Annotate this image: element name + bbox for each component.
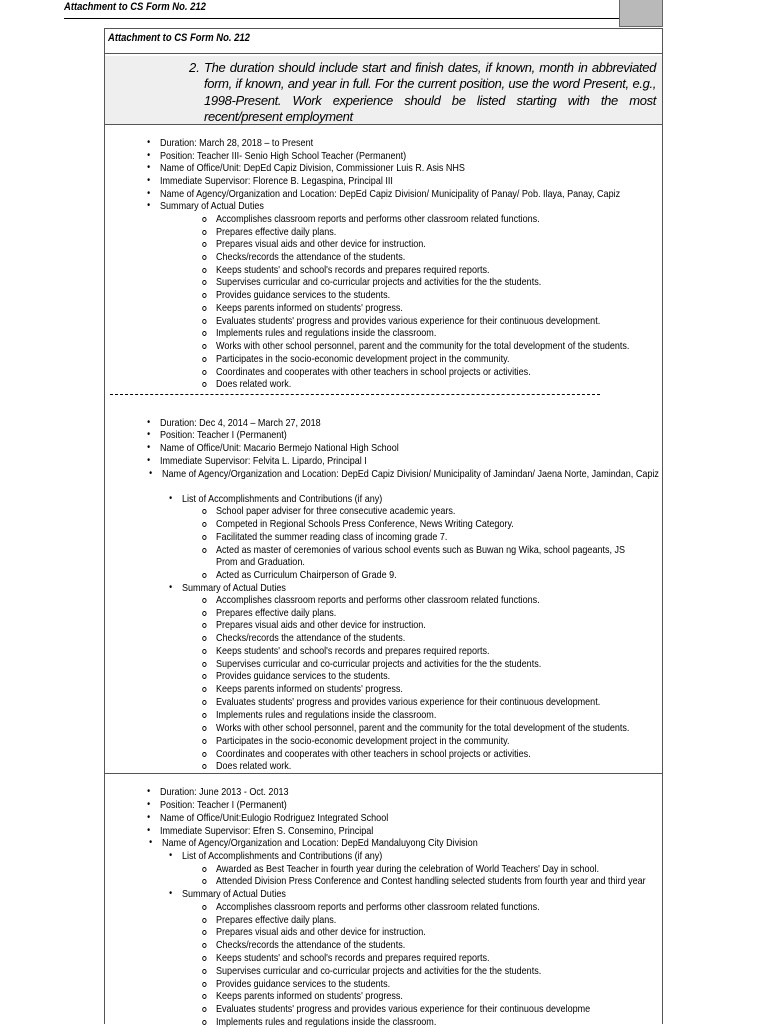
accomplishments-heading: • List of Accomplishments and Contributions (if any) <box>182 493 382 505</box>
entry-position: • Position: Teacher I (Permanent) <box>160 429 287 441</box>
duty-item: Checks/records the attendance of the students. <box>216 632 406 644</box>
duty-item: Works with other school personnel, parent and the community for the total development of the students. <box>216 722 630 734</box>
duty-item: Coordinates and cooperates with other teachers in school projects or activities. <box>216 366 531 378</box>
duty-item: Participates in the socio-economic development project in the community. <box>216 353 510 365</box>
duty-item: Accomplishes classroom reports and performs other classroom related functions. <box>216 594 540 606</box>
accomplishment-item: Attended Division Press Conference and Contest handling selected students from fourth year and third year <box>216 875 646 887</box>
duty-item: Works with other school personnel, parent and the community for the total development of the students. <box>216 340 630 352</box>
entry-supervisor: • Immediate Supervisor: Felvita L. Lipardo, Principal I <box>160 455 367 467</box>
entry-agency: • Name of Agency/Organization and Location: DepEd Mandaluyong City Division <box>162 837 478 849</box>
note-number: 2. <box>189 60 200 75</box>
frame-top-border <box>104 28 663 29</box>
duty-item: Evaluates students' progress and provides various experience for their continuous development. <box>216 696 601 708</box>
top-header <box>0 0 768 28</box>
entry-duration: • Duration: Dec 4, 2014 – March 27, 2018 <box>160 417 321 429</box>
top-divider <box>64 18 619 19</box>
duty-item: Supervises curricular and co-curricular projects and activities for the the students. <box>216 276 542 288</box>
accomplishment-item: Acted as Curriculum Chairperson of Grade 9. <box>216 569 397 581</box>
entry-agency: • Name of Agency/Organization and Location: DepEd Capiz Division/ Municipality of Jamindan/ Jaena Norte, Jamindan, Capiz <box>162 468 659 480</box>
header-gray-box <box>619 0 663 27</box>
accomplishment-item: Facilitated the summer reading class of incoming grade 7. <box>216 531 448 543</box>
duty-item: Implements rules and regulations inside the classroom. <box>216 1016 437 1028</box>
duty-item: Checks/records the attendance of the students. <box>216 939 406 951</box>
entry-office: • Name of Office/Unit: DepEd Capiz Division, Commissioner Luis R. Asis NHS <box>160 162 465 174</box>
duties-heading: • Summary of Actual Duties <box>182 582 286 594</box>
duty-item: Checks/records the attendance of the students. <box>216 251 406 263</box>
duty-item: Prepares effective daily plans. <box>216 914 337 926</box>
note-text: The duration should include start and finish dates, if known, month in abbreviated form, if known, and year in full. For the current position, use the word Present, e.g., 1998-Present. Work experience should be listed starting with the most recent/present employment <box>204 60 656 125</box>
duty-item: Prepares visual aids and other device for instruction. <box>216 926 426 938</box>
accomplishment-item: Awarded as Best Teacher in fourth year during the celebration of World Teachers' Day in school. <box>216 863 600 875</box>
entry-duration: • Duration: March 28, 2018 – to Present <box>160 137 313 149</box>
duty-item: Keeps parents informed on students' progress. <box>216 302 403 314</box>
duty-item: Supervises curricular and co-curricular projects and activities for the the students. <box>216 965 542 977</box>
duty-item: Accomplishes classroom reports and performs other classroom related functions. <box>216 901 540 913</box>
entry-office: • Name of Office/Unit:Eulogio Rodriguez Integrated School <box>160 812 388 824</box>
duty-item: Keeps students' and school's records and prepares required reports. <box>216 264 490 276</box>
duty-item: Participates in the socio-economic development project in the community. <box>216 735 510 747</box>
entry-duration: • Duration: June 2013 - Oct. 2013 <box>160 786 289 798</box>
entry-position: • Position: Teacher I (Permanent) <box>160 799 287 811</box>
duty-item: Keeps students' and school's records and prepares required reports. <box>216 645 490 657</box>
duty-item: Keeps parents informed on students' progress. <box>216 990 403 1002</box>
accomplishment-item: Competed in Regional Schools Press Conference, News Writing Category. <box>216 518 514 530</box>
duty-item: Implements rules and regulations inside the classroom. <box>216 709 437 721</box>
entry-agency: • Name of Agency/Organization and Location: DepEd Capiz Division/ Municipality of Panay/ Pob. Ilaya, Panay, Capiz <box>160 188 620 200</box>
entry-divider <box>104 773 663 774</box>
duty-item: Implements rules and regulations inside the classroom. <box>216 327 437 339</box>
top-title: Attachment to CS Form No. 212 <box>64 1 206 13</box>
duties-heading: • Summary of Actual Duties <box>160 200 264 212</box>
duty-item: Provides guidance services to the students. <box>216 289 391 301</box>
entry-position: • Position: Teacher III- Senio High School Teacher (Permanent) <box>160 150 406 162</box>
form-title: Attachment to CS Form No. 212 <box>108 32 250 44</box>
duty-item: Supervises curricular and co-curricular projects and activities for the the students. <box>216 658 542 670</box>
entry-supervisor: • Immediate Supervisor: Efren S. Consemino, Principal <box>160 825 373 837</box>
accomplishment-item: School paper adviser for three consecutive academic years. <box>216 505 456 517</box>
duty-item: Provides guidance services to the students. <box>216 670 391 682</box>
duty-item: Prepares effective daily plans. <box>216 226 337 238</box>
duty-item: Does related work. <box>216 378 292 390</box>
entry-supervisor: • Immediate Supervisor: Florence B. Legaspina, Principal III <box>160 175 393 187</box>
duty-item: Accomplishes classroom reports and performs other classroom related functions. <box>216 213 540 225</box>
duty-item: Prepares effective daily plans. <box>216 607 337 619</box>
duty-item: Evaluates students' progress and provides various experience for their continuous development. <box>216 315 601 327</box>
duties-heading: • Summary of Actual Duties <box>182 888 286 900</box>
dashed-separator <box>110 394 600 395</box>
duty-item: Provides guidance services to the students. <box>216 978 391 990</box>
duty-item: Prepares visual aids and other device for instruction. <box>216 619 426 631</box>
duty-item: Prepares visual aids and other device for instruction. <box>216 238 426 250</box>
duty-item: Evaluates students' progress and provides various experience for their continuous developme <box>216 1003 591 1015</box>
duty-item: Keeps parents informed on students' progress. <box>216 683 403 695</box>
accomplishments-heading: • List of Accomplishments and Contributions (if any) <box>182 850 382 862</box>
title-divider <box>104 53 663 54</box>
duty-item: Coordinates and cooperates with other teachers in school projects or activities. <box>216 748 531 760</box>
duty-item: Keeps students' and school's records and prepares required reports. <box>216 952 490 964</box>
note-divider <box>104 124 663 125</box>
accomplishment-item: Acted as master of ceremonies of various school events such as Buwan ng Wika, school pageants, JS Prom and Graduation. <box>216 544 646 568</box>
entry-office: • Name of Office/Unit: Macario Bermejo National High School <box>160 442 399 454</box>
duty-item: Does related work. <box>216 760 292 772</box>
